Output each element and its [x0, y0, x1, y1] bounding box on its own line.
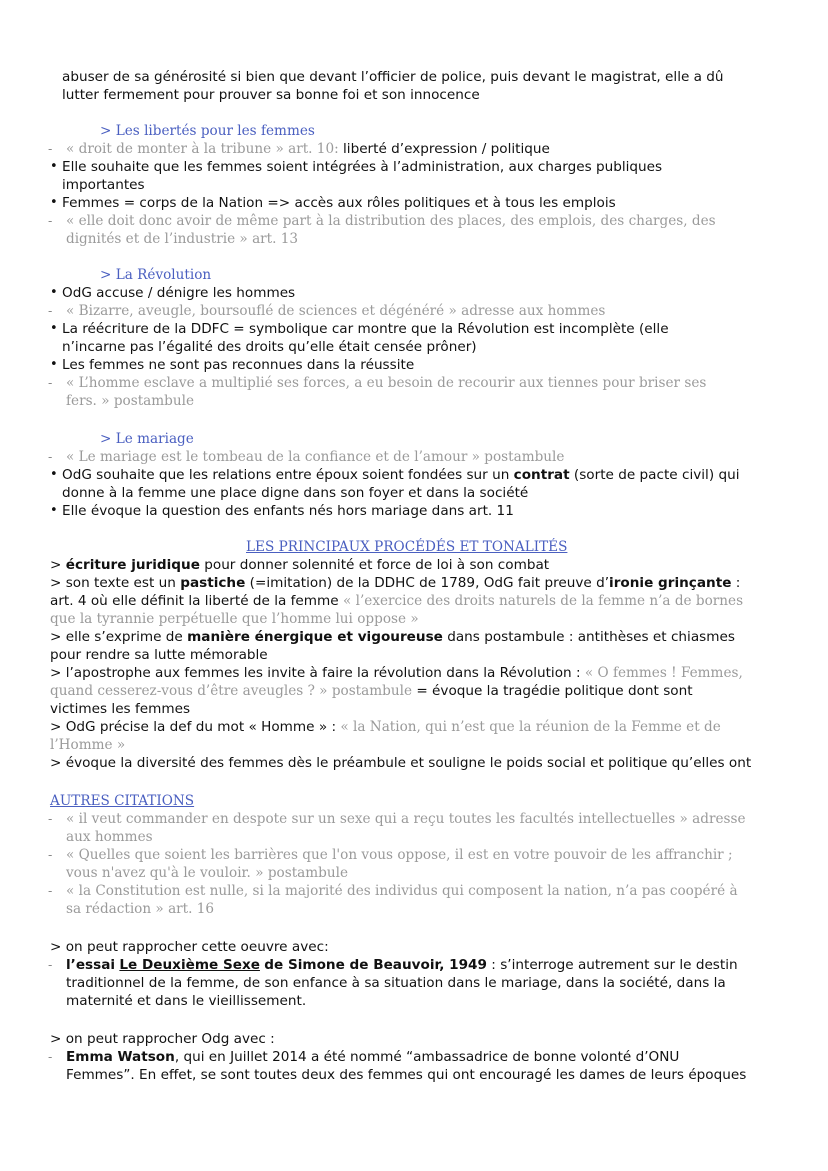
rapprocher-oeuvre-intro: > on peut rapprocher cette oeuvre avec: — [50, 939, 329, 955]
quote-bizarre: « Bizarre, aveugle, boursouflé de sciences et dégénéré » adresse aux hommes — [66, 303, 606, 319]
heading-mariage: > Le mariage — [100, 431, 194, 447]
procede-diversite: > évoque la diversité des femmes dès le préambule et souligne le poids social et politique qu’elles ont — [50, 755, 752, 771]
mariage-bullet-2: Elle évoque la question des enfants nés hors mariage dans art. 11 — [62, 503, 514, 519]
procede-apostrophe-line-3: victimes les femmes — [50, 701, 191, 717]
procede-energique-line-2: pour rendre sa lutte mémorable — [50, 647, 268, 663]
procede-apostrophe-line-2: quand cesserez-vous d’être aveugles ? » postambule = évoque la tragédie politique dont sont — [50, 683, 693, 699]
dash-marker: - — [48, 142, 53, 156]
mariage-bullet-1-line-1: OdG souhaite que les relations entre époux soient fondées sur un contrat (sorte de pacte civil) qui — [62, 467, 740, 483]
rapprocher-beauvoir-line-1: l’essai Le Deuxième Sexe de Simone de Beauvoir, 1949 : s’interroge autrement sur le destin — [66, 957, 738, 973]
citation-constitution-line-1: « la Constitution est nulle, si la majorité des individus qui composent la nation, n’a pas coopéré à — [66, 883, 738, 899]
libertes-bullet-1-line-1: Elle souhaite que les femmes soient intégrées à l’administration, aux charges publiques — [62, 159, 663, 175]
dash-marker: - — [48, 376, 53, 390]
quote-tombeau: « Le mariage est le tombeau de la confiance et de l’amour » postambule — [66, 449, 565, 465]
citation-despote-line-1: « il veut commander en despote sur un sexe qui a reçu toutes les facultés intellectuelles » adresse — [66, 811, 746, 827]
bullet-marker: • — [50, 285, 58, 300]
intro-line-1: abuser de sa générosité si bien que devant l’officier de police, puis devant le magistrat, elle a dû — [62, 69, 724, 85]
heading-citations: AUTRES CITATIONS — [50, 793, 195, 809]
bullet-marker: • — [50, 467, 58, 482]
dash-marker: - — [48, 848, 53, 862]
dash-marker: - — [48, 884, 53, 898]
procede-art4-line-2: que la tyrannie perpétuelle que l’homme lui oppose » — [50, 611, 419, 627]
rapprocher-watson-line-2: Femmes”. En effet, se sont toutes deux des femmes qui ont encouragé les dames de leurs époques — [66, 1067, 747, 1083]
procede-homme-line-2: l’Homme » — [50, 737, 126, 753]
bullet-marker: • — [50, 357, 58, 372]
revolution-bullet-2-line-1: La réécriture de la DDFC = symbolique car montre que la Révolution est incomplète (elle — [62, 321, 669, 337]
citation-barrieres-line-2: vous n'avez qu'à le vouloir. » postambule — [66, 865, 349, 881]
dash-marker: - — [48, 1050, 53, 1064]
procede-energique-line-1: > elle s’exprime de manière énergique et vigoureuse dans postambule : antithèses et chiasmes — [50, 629, 735, 645]
procede-homme-line-1: > OdG précise la def du mot « Homme » : « la Nation, qui n’est que la réunion de la Femme et de — [50, 719, 721, 735]
procede-pastiche: > son texte est un pastiche (=imitation) de la DDHC de 1789, OdG fait preuve d’ironie grinçante : — [50, 575, 741, 591]
quote-esclave-line-1: « L’homme esclave a multiplié ses forces, a eu besoin de recourir aux tiennes pour briser ses — [66, 375, 707, 391]
heading-procedes: LES PRINCIPAUX PROCÉDÉS ET TONALITÉS — [246, 539, 568, 555]
dash-marker: - — [48, 304, 53, 318]
quote-art13-line-1: « elle doit donc avoir de même part à la distribution des places, des emplois, des charges, des — [66, 213, 716, 229]
libertes-bullet-2: Femmes = corps de la Nation => accès aux rôles politiques et à tous les emplois — [62, 195, 616, 211]
citation-despote-line-2: aux hommes — [66, 829, 153, 845]
dash-marker: - — [48, 450, 53, 464]
procede-art4-line-1: art. 4 où elle définit la liberté de la femme « l’exercice des droits naturels de la femme n’a de bornes — [50, 593, 744, 609]
rapprocher-odg-intro: > on peut rapprocher Odg avec : — [50, 1031, 275, 1047]
dash-marker: - — [48, 214, 53, 228]
quote-art13-line-2: dignités et de l’industrie » art. 13 — [66, 231, 299, 247]
dash-marker: - — [48, 812, 53, 826]
heading-libertes: > Les libertés pour les femmes — [100, 123, 315, 139]
revolution-bullet-2-line-2: n’incarne pas l’égalité des droits qu’elle était censée prôner) — [62, 339, 477, 355]
bullet-marker: • — [50, 321, 58, 336]
citation-constitution-line-2: sa rédaction » art. 16 — [66, 901, 215, 917]
dash-marker: - — [48, 958, 53, 972]
rapprocher-beauvoir-line-3: maternité et dans le vieillissement. — [66, 993, 307, 1009]
quote-esclave-line-2: fers. » postambule — [66, 393, 194, 409]
revolution-bullet-3: Les femmes ne sont pas reconnues dans la réussite — [62, 357, 415, 373]
procede-juridique: > écriture juridique pour donner solennité et force de loi à son combat — [50, 557, 550, 573]
rapprocher-beauvoir-line-2: traditionnel de la femme, de son enfance à sa situation dans le mariage, dans la société, dans la — [66, 975, 726, 991]
citation-barrieres-line-1: « Quelles que soient les barrières que l'on vous oppose, il est en votre pouvoir de les affranchir ; — [66, 847, 733, 863]
revolution-bullet-1: OdG accuse / dénigre les hommes — [62, 285, 296, 301]
mariage-bullet-1-line-2: donne à la femme une place digne dans son foyer et dans la société — [62, 485, 529, 501]
bullet-marker: • — [50, 503, 58, 518]
rapprocher-watson-line-1: Emma Watson, qui en Juillet 2014 a été nommé “ambassadrice de bonne volonté d’ONU — [66, 1049, 680, 1065]
quote-tribune: « droit de monter à la tribune » art. 10: liberté d’expression / politique — [66, 141, 550, 157]
intro-line-2: lutter fermement pour prouver sa bonne foi et son innocence — [62, 87, 480, 103]
procede-apostrophe-line-1: > l’apostrophe aux femmes les invite à faire la révolution dans la Révolution : « O femmes ! Femmes, — [50, 665, 743, 681]
bullet-marker: • — [50, 195, 58, 210]
heading-revolution: > La Révolution — [100, 267, 212, 283]
libertes-bullet-1-line-2: importantes — [62, 177, 145, 193]
bullet-marker: • — [50, 159, 58, 174]
